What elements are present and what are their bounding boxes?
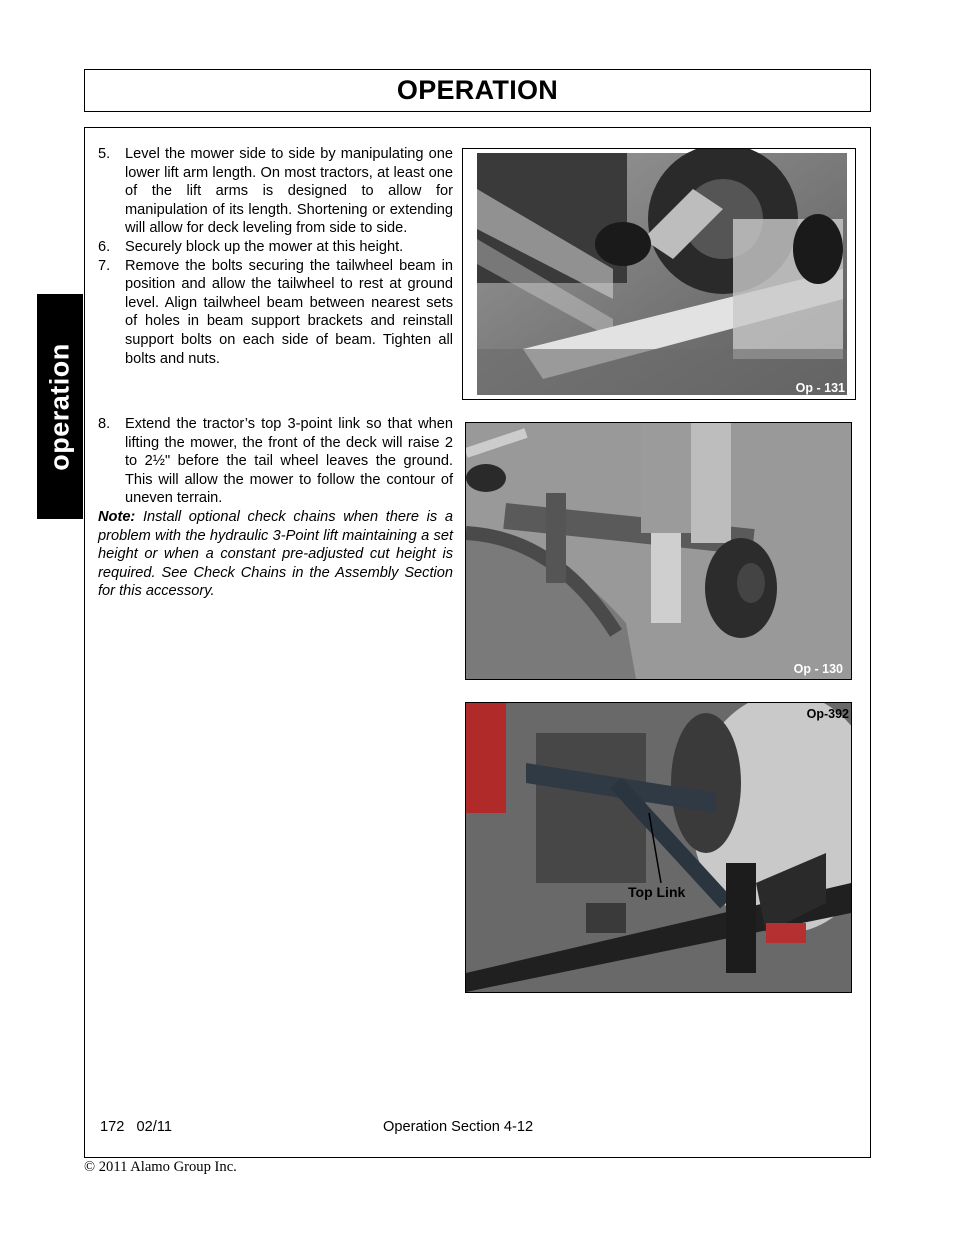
step-6 <box>98 238 453 257</box>
revision-date: 02/11 <box>136 1119 172 1135</box>
side-tab-label: operation <box>44 342 75 471</box>
figure-top-link-photo <box>465 702 852 993</box>
note-paragraph <box>98 508 453 601</box>
step-text: Level the mower side to side by manipulating one lower lift arm length. On most tractors, at least one of the lift arms is designed to allow for manipulation of its length. Shortening or extending will allow for deck leveling from side to side. <box>125 146 453 237</box>
step-number: 7. <box>98 257 111 274</box>
page-number: 172 <box>100 1119 125 1135</box>
step-8 <box>98 415 453 508</box>
step-number: 5. <box>98 146 111 162</box>
figure-label: Op-392 <box>806 707 849 721</box>
figure-lift-arm-photo <box>462 148 856 400</box>
section-reference: Operation Section 4-12 <box>383 1119 534 1135</box>
figure-label: Op - 131 <box>795 381 845 395</box>
steps-top-list <box>98 145 453 368</box>
step-text: Extend the tractor’s top 3-point link so that when lifting the mower, the front of the deck will raise 2 to 2½" before the tail wheel leaves the ground. This will allow the mower to follow the contour of uneven terrain. <box>125 416 453 507</box>
copyright-notice: © 2011 Alamo Group Inc. <box>84 1159 237 1175</box>
step-number: 6. <box>98 238 111 255</box>
note-text: Install optional check chains when there is a problem with the hydraulic 3-Point lift maintaining a set height or when a constant pre-adjusted cut height is required. See Check Chains in the Assembly Section for this accessory. <box>98 508 453 600</box>
section-side-tab <box>37 294 83 519</box>
step-7 <box>98 257 453 369</box>
top-link-callout: Top Link <box>628 884 686 900</box>
step-text: Securely block up the mower at this height. <box>125 238 404 255</box>
step-number: 8. <box>98 416 111 432</box>
step-8-block <box>98 415 453 601</box>
figure-label: Op - 130 <box>793 662 843 676</box>
step-text: Remove the bolts securing the tailwheel beam in position and allow the tailwheel to rest at ground level. Align tailwheel beam between nearest sets of holes in beam support brackets and reinstall support bolts on each side of beam. Tighten all bolts and nuts. <box>125 257 453 367</box>
page-footer-left <box>100 1119 172 1135</box>
page-title: OPERATION <box>396 75 559 105</box>
figure-tailwheel-photo <box>465 422 852 680</box>
note-label: Note: <box>98 508 136 525</box>
step-5 <box>98 145 453 238</box>
header-box <box>84 69 871 112</box>
